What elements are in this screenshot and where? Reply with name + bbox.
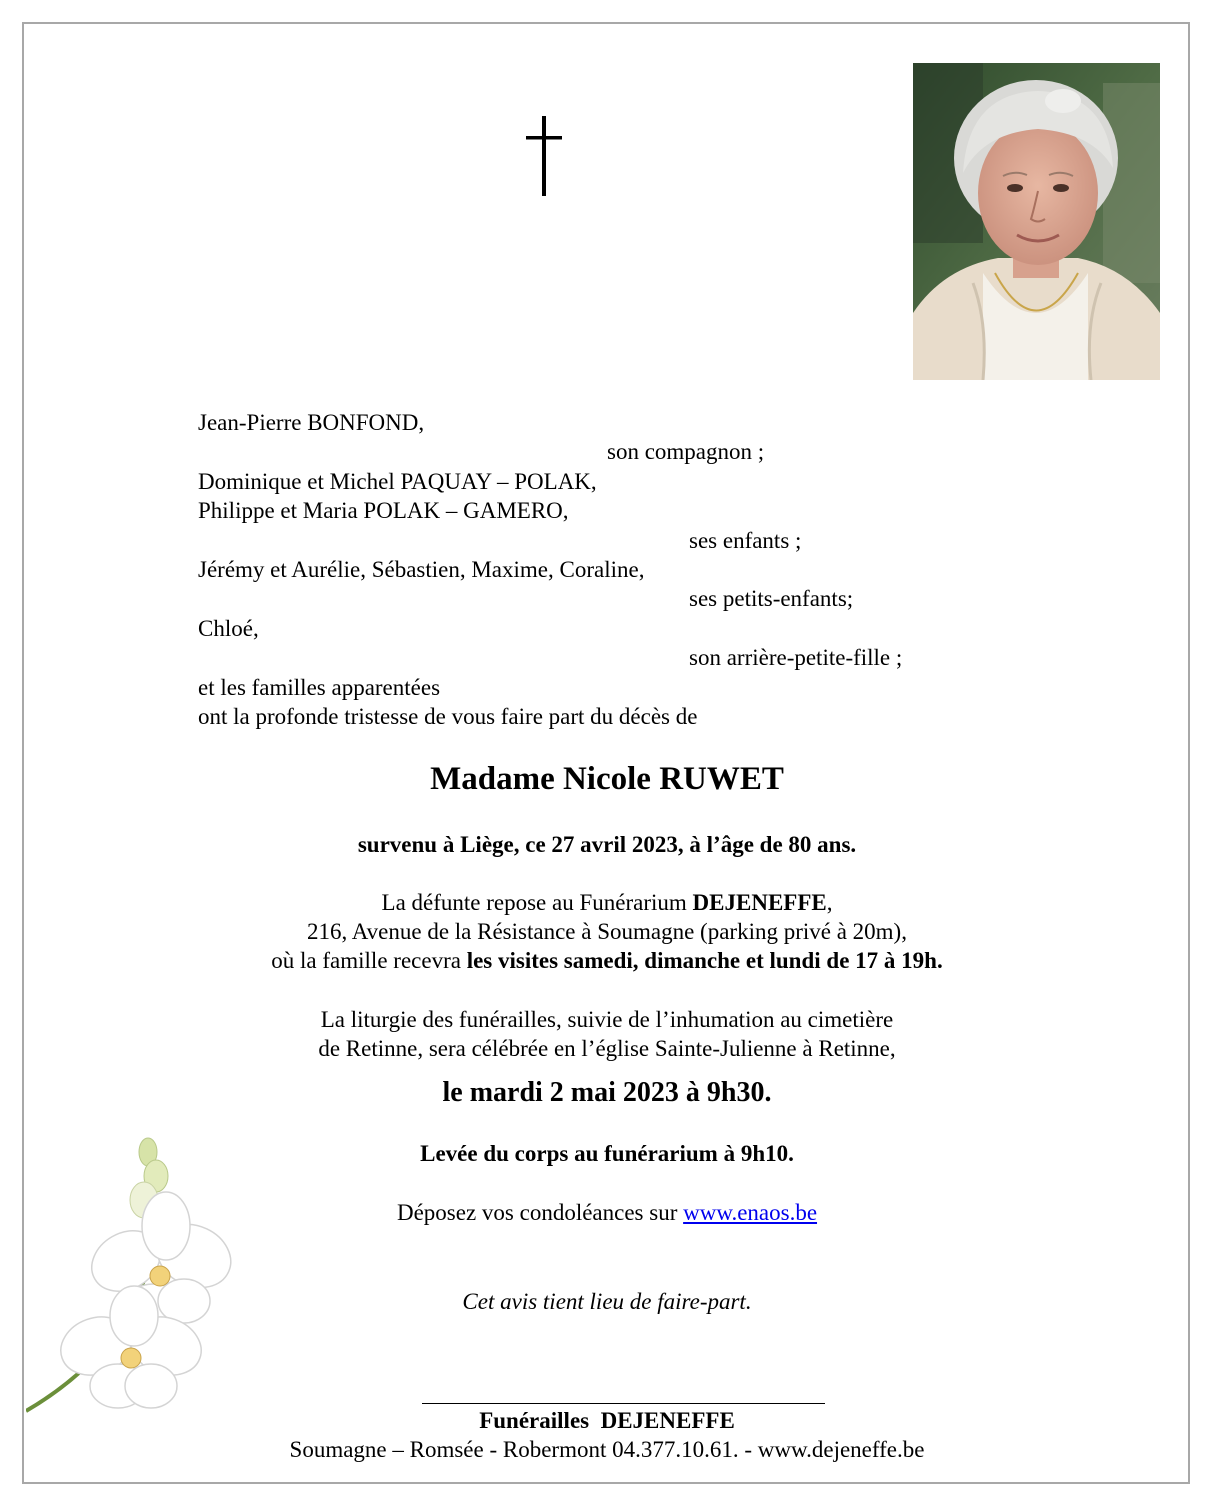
family-relation: son compagnon ; (607, 439, 765, 464)
funerarium-comma: , (826, 890, 833, 915)
visits-line (0, 947, 1214, 975)
family-member: Jérémy et Aurélie, Sébastien, Maxime, Coraline, (198, 557, 645, 582)
footer-company: Funérailles DEJENEFFE (479, 1408, 735, 1433)
funerarium-line (0, 889, 1214, 917)
levee-du-corps: Levée du corps au funérarium à 9h10. (420, 1141, 794, 1166)
funerarium-text: La défunte repose au Funérarium (381, 890, 693, 915)
visits-text: où la famille recevra (271, 948, 467, 973)
death-info: survenu à Liège, ce 27 avril 2023, à l’âge de 80 ans. (357, 832, 857, 857)
footer-contact: Soumagne – Romsée - Robermont 04.377.10.61. - www.dejeneffe.be (289, 1437, 925, 1462)
family-member: Philippe et Maria POLAK – GAMERO, (198, 498, 569, 523)
funerarium-name: DEJENEFFE (692, 890, 827, 915)
ceremony-date: le mardi 2 mai 2023 à 9h30. (442, 1077, 772, 1108)
condolences-text: Déposez vos condoléances sur (396, 1200, 684, 1225)
notice: Cet avis tient lieu de faire-part. (462, 1289, 752, 1314)
family-member: Dominique et Michel PAQUAY – POLAK, (198, 469, 597, 494)
orchid-flower-image (26, 1136, 266, 1426)
family-member: Chloé, (198, 616, 259, 641)
family-relation: son arrière-petite-fille ; (689, 645, 903, 670)
deceased-name: Madame Nicole RUWET (430, 761, 784, 797)
footer-divider (422, 1403, 825, 1404)
visits-hours: les visites samedi, dimanche et lundi de 17 à 19h. (466, 948, 943, 973)
liturgy-line: La liturgie des funérailles, suivie de l’inhumation au cimetière (320, 1007, 894, 1032)
family-relation: ses enfants ; (689, 528, 802, 553)
liturgy-line: de Retinne, sera célébrée en l’église Sainte-Julienne à Retinne, (318, 1036, 896, 1061)
family-relation: ses petits-enfants; (689, 586, 854, 611)
intro-line: ont la profonde tristesse de vous faire part du décès de (198, 704, 698, 729)
intro-line: et les familles apparentées (198, 675, 441, 700)
family-member: Jean-Pierre BONFOND, (198, 410, 425, 435)
condolences-link[interactable]: www.enaos.be (683, 1200, 818, 1225)
funerarium-address: 216, Avenue de la Résistance à Soumagne (parking privé à 20m), (307, 919, 907, 944)
portrait-photo (913, 63, 1160, 380)
cross-icon (522, 116, 566, 196)
